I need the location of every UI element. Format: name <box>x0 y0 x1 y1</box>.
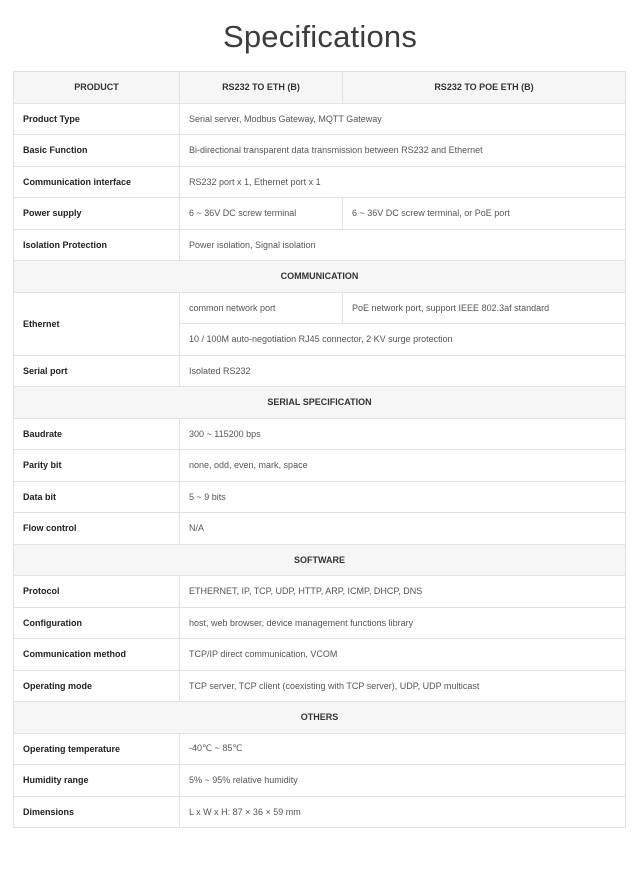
section-others: OTHERS <box>14 702 626 734</box>
table-row <box>14 607 626 639</box>
row-value: Isolated RS232 <box>180 355 626 387</box>
row-label: Flow control <box>14 513 180 545</box>
section-header-row <box>14 387 626 419</box>
table-row <box>14 166 626 198</box>
row-value: Serial server, Modbus Gateway, MQTT Gateway <box>180 103 626 135</box>
row-label: Configuration <box>14 607 180 639</box>
row-label: Operating mode <box>14 670 180 702</box>
table-row <box>14 765 626 797</box>
table-row <box>14 229 626 261</box>
table-row <box>14 670 626 702</box>
row-value-eth: 6 ~ 36V DC screw terminal <box>180 198 343 230</box>
page-title: Specifications <box>222 19 418 54</box>
row-value: -40℃ ~ 85℃ <box>180 733 626 765</box>
table-row <box>14 481 626 513</box>
table-row <box>14 796 626 828</box>
row-label: Parity bit <box>14 450 180 482</box>
row-value: ETHERNET, IP, TCP, UDP, HTTP, ARP, ICMP, DHCP, DNS <box>180 576 626 608</box>
table-header-row <box>14 72 626 104</box>
row-value: 5 ~ 9 bits <box>180 481 626 513</box>
row-value: Bi-directional transparent data transmission between RS232 and Ethernet <box>180 135 626 167</box>
row-value-poe: PoE network port, support IEEE 802.3af standard <box>343 292 626 324</box>
row-label: Basic Function <box>14 135 180 167</box>
table-row <box>14 292 626 324</box>
table-row <box>14 450 626 482</box>
row-value: host, web browser, device management functions library <box>180 607 626 639</box>
table-row <box>14 513 626 545</box>
row-label: Serial port <box>14 355 180 387</box>
row-label: Ethernet <box>14 292 180 355</box>
specifications-table <box>13 71 626 828</box>
row-label: Communication interface <box>14 166 180 198</box>
row-value: Power isolation, Signal isolation <box>180 229 626 261</box>
row-value: 5% ~ 95% relative humidity <box>180 765 626 797</box>
section-software: SOFTWARE <box>14 544 626 576</box>
table-row <box>14 135 626 167</box>
header-rs232-poe-eth: RS232 TO POE ETH (B) <box>343 72 626 104</box>
row-label: Product Type <box>14 103 180 135</box>
section-header-row <box>14 261 626 293</box>
row-value: none, odd, even, mark, space <box>180 450 626 482</box>
header-rs232-eth: RS232 TO ETH (B) <box>180 72 343 104</box>
section-communication: COMMUNICATION <box>14 261 626 293</box>
row-value: 10 / 100M auto-negotiation RJ45 connector, 2 KV surge protection <box>180 324 626 356</box>
row-value-poe: 6 ~ 36V DC screw terminal, or PoE port <box>343 198 626 230</box>
row-label: Communication method <box>14 639 180 671</box>
table-row <box>14 103 626 135</box>
table-row <box>14 198 626 230</box>
row-value: N/A <box>180 513 626 545</box>
row-value: RS232 port x 1, Ethernet port x 1 <box>180 166 626 198</box>
row-label: Isolation Protection <box>14 229 180 261</box>
row-label: Protocol <box>14 576 180 608</box>
row-value: TCP/IP direct communication, VCOM <box>180 639 626 671</box>
row-label: Baudrate <box>14 418 180 450</box>
row-label: Humidity range <box>14 765 180 797</box>
header-product: PRODUCT <box>14 72 180 104</box>
table-row <box>14 639 626 671</box>
row-value: TCP server, TCP client (coexisting with TCP server), UDP, UDP multicast <box>180 670 626 702</box>
table-row <box>14 576 626 608</box>
section-header-row <box>14 702 626 734</box>
section-header-row <box>14 544 626 576</box>
table-row <box>14 355 626 387</box>
row-value: L x W x H: 87 × 36 × 59 mm <box>180 796 626 828</box>
table-row <box>14 418 626 450</box>
row-value-eth: common network port <box>180 292 343 324</box>
row-label: Data bit <box>14 481 180 513</box>
row-label: Operating temperature <box>14 733 180 765</box>
section-serial-specification: SERIAL SPECIFICATION <box>14 387 626 419</box>
row-label: Power supply <box>14 198 180 230</box>
table-row <box>14 733 626 765</box>
row-label: Dimensions <box>14 796 180 828</box>
row-value: 300 ~ 115200 bps <box>180 418 626 450</box>
